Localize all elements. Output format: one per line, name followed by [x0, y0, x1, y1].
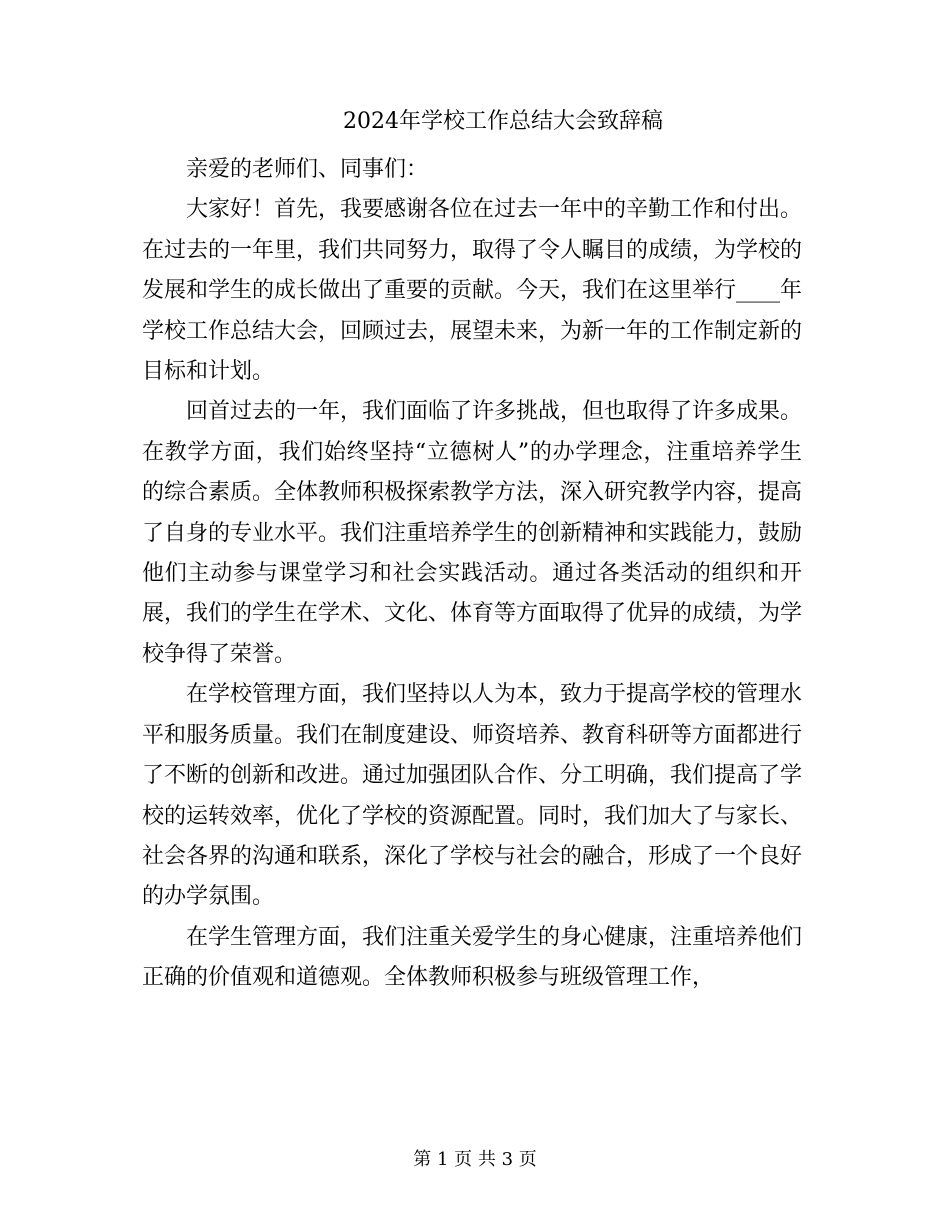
salutation: 亲爱的老师们、同事们：	[186, 157, 429, 182]
paragraph-4: 在学生管理方面，我们注重关爱学生的身心健康，注重培养他们正确的价值观和道德观。全体教师积极参与班级管理工作，	[142, 924, 803, 991]
document-title: 2024年学校工作总结大会致辞稿	[343, 109, 663, 134]
paragraph-1: 大家好！首先，我要感谢各位在过去一年中的辛勤工作和付出。在过去的一年里，我们共同努力，取得了令人瞩目的成绩，为学校的发展和学生的成长做出了重要的贡献。今天，我们在这里举行____年学校工作总结大会，回顾过去，展望未来，为新一年的工作制定新的目标和计划。	[142, 197, 803, 385]
paragraph-3: 在学校管理方面，我们坚持以人为本，致力于提高学校的管理水平和服务质量。我们在制度建设、师资培养、教育科研等方面都进行了不断的创新和改进。通过加强团队合作、分工明确，我们提高了学校的运转效率，优化了学校的资源配置。同时，我们加大了与家长、社会各界的沟通和联系，深化了学校与社会的融合，形成了一个良好的办学氛围。	[142, 682, 803, 910]
page-footer: 第 1 页 共 3 页	[413, 1149, 537, 1170]
document-body	[142, 150, 802, 999]
paragraph-2: 回首过去的一年，我们面临了许多挑战，但也取得了许多成果。在教学方面，我们始终坚持“立德树人”的办学理念，注重培养学生的综合素质。全体教师积极探索教学方法，深入研究教学内容，提高了自身的专业水平。我们注重培养学生的创新精神和实践能力，鼓励他们主动参与课堂学习和社会实践活动。通过各类活动的组织和开展，我们的学生在学术、文化、体育等方面取得了优异的成绩，为学校争得了荣誉。	[142, 399, 803, 667]
